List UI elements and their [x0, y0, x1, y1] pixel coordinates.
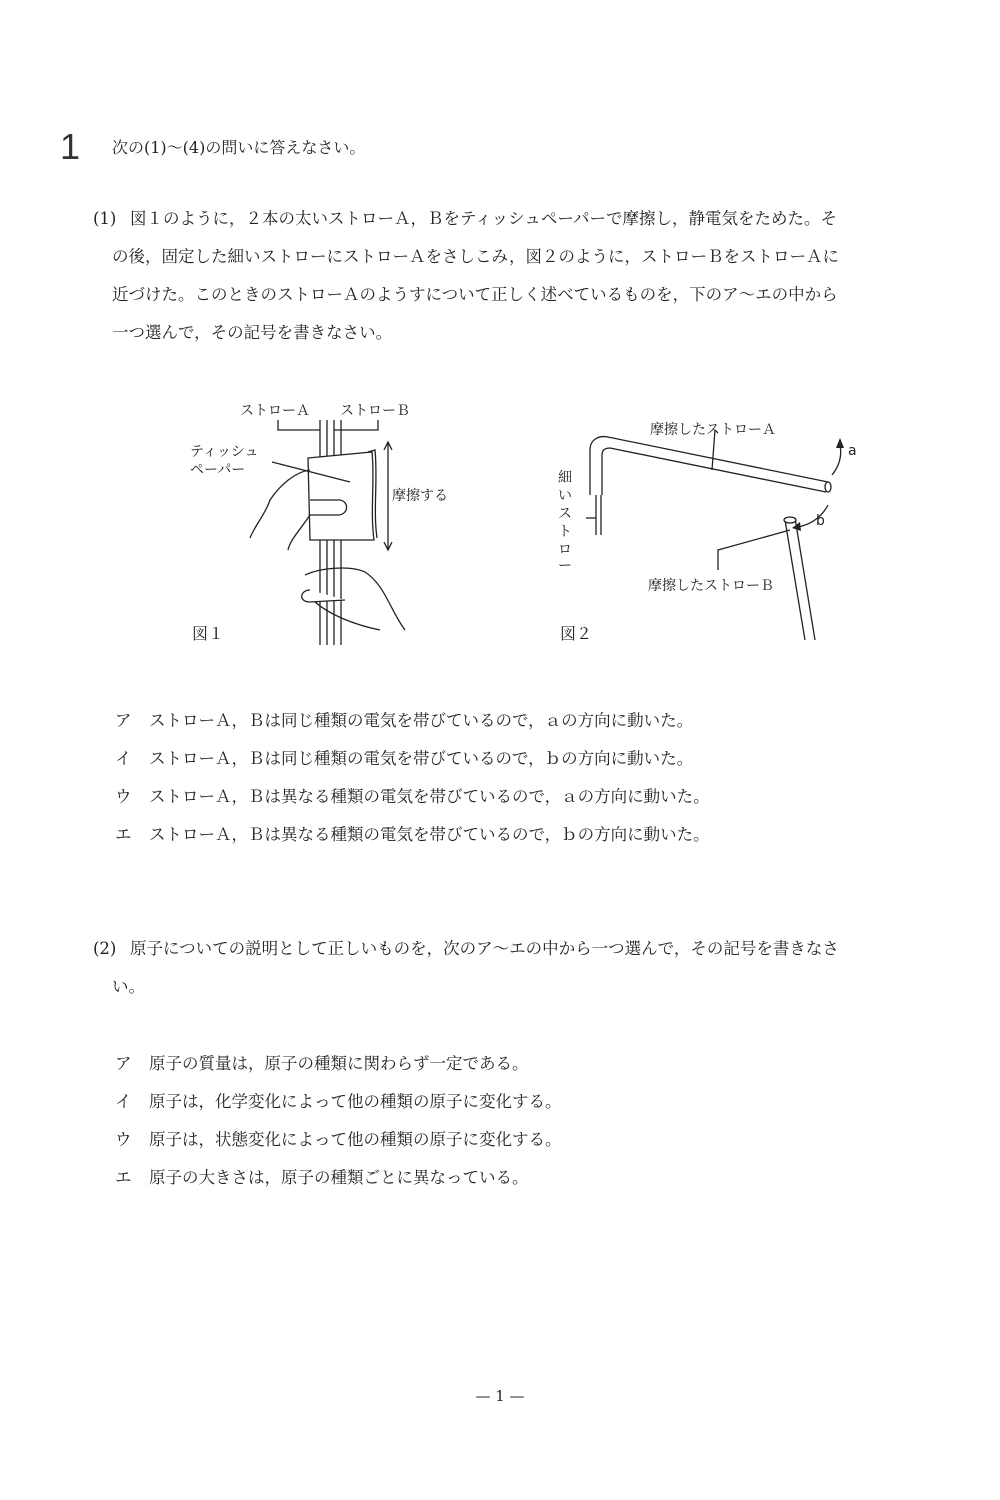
- fig1-caption: 図１: [192, 624, 225, 643]
- q1-line: 近づけた。このときのストローＡのようすについて正しく述べているものを，下のア〜エの中から: [112, 285, 838, 304]
- fig2-thin-straw-4: ト: [558, 524, 572, 540]
- q2-line-text: 原子についての説明として正しいものを，次のア〜エの中から一つ選んで，その記号を書きなさ: [130, 939, 839, 958]
- q1-line-text: 図１のように，２本の太いストローＡ，Ｂをティッシュペーパーで摩擦し，静電気をためた。そ: [130, 209, 838, 228]
- option-mark: イ: [115, 749, 132, 768]
- figure-1: [180, 390, 460, 655]
- q1-line: の後，固定した細いストローにストローＡをさしこみ，図２のように，ストローＢをストローＡに: [112, 247, 839, 266]
- option-text: 原子の大きさは，原子の種類ごとに異なっている。: [149, 1168, 529, 1187]
- q1-option: [115, 821, 710, 845]
- option-text: ストローＡ，Ｂは同じ種類の電気を帯びているので，ｂの方向に動いた。: [149, 749, 694, 768]
- option-mark: ウ: [115, 787, 132, 806]
- option-text: ストローＡ，Ｂは同じ種類の電気を帯びているので，ａの方向に動いた。: [149, 711, 694, 730]
- fig1-label-straw-a: ストローＡ: [240, 403, 310, 419]
- option-mark: イ: [115, 1092, 132, 1111]
- fig2-thin-straw-1: 細: [558, 470, 572, 486]
- option-text: ストローＡ，Ｂは異なる種類の電気を帯びているので，ａの方向に動いた。: [149, 787, 710, 806]
- q2-option: [115, 1126, 562, 1150]
- q2-option: [115, 1164, 529, 1188]
- q2-stem: [93, 930, 923, 1006]
- q2-line: [93, 930, 923, 968]
- fig1-label-straw-b: ストローＢ: [340, 403, 410, 419]
- arrow-a-icon: [836, 438, 844, 448]
- fig2-caption: 図２: [560, 624, 593, 643]
- fig2-thin-straw-2: い: [558, 488, 572, 504]
- q2-label: (2): [93, 939, 117, 958]
- q1-label: (1): [93, 209, 117, 228]
- q1-line: 一つ選んで，その記号を書きなさい。: [112, 323, 393, 342]
- fig2-label-dir-a: a: [848, 443, 857, 459]
- fig2-thin-straw-6: ー: [558, 558, 572, 574]
- q1-stem: [93, 200, 923, 352]
- page-number: — 1 —: [475, 1387, 525, 1405]
- option-text: 原子は，化学変化によって他の種類の原子に変化する。: [149, 1092, 562, 1111]
- option-mark: ウ: [115, 1130, 132, 1149]
- question-number: 1: [60, 126, 81, 167]
- q1-option: [115, 783, 710, 807]
- option-text: 原子は，状態変化によって他の種類の原子に変化する。: [149, 1130, 562, 1149]
- question-intro: 次の(1)〜(4)の問いに答えなさい。: [112, 138, 366, 157]
- option-text: ストローＡ，Ｂは異なる種類の電気を帯びているので，ｂの方向に動いた。: [149, 825, 710, 844]
- q2-line: い。: [112, 977, 145, 996]
- fig1-label-tissue-2: ペーパー: [190, 462, 246, 478]
- q1-option: [115, 745, 693, 769]
- fig2-label-rubbed-b: 摩擦したストローＢ: [648, 578, 774, 594]
- fig1-label-tissue-1: ティッシュ: [190, 444, 259, 460]
- q2-option: [115, 1088, 562, 1112]
- option-mark: エ: [115, 1168, 132, 1187]
- fig2-label-dir-b: b: [816, 513, 825, 529]
- fig2-thin-straw-5: ロ: [558, 542, 572, 558]
- q2-option: [115, 1050, 529, 1074]
- fig2-thin-straw-3: ス: [558, 506, 572, 522]
- option-text: 原子の質量は，原子の種類に関わらず一定である。: [149, 1054, 529, 1073]
- fig1-label-rub: 摩擦する: [392, 488, 448, 504]
- option-mark: ア: [115, 711, 132, 730]
- option-mark: エ: [115, 825, 132, 844]
- q1-line: [93, 200, 923, 238]
- figure-2: [550, 410, 870, 650]
- option-mark: ア: [115, 1054, 132, 1073]
- fig2-label-rubbed-a: 摩擦したストローＡ: [650, 422, 776, 438]
- q1-option: [115, 707, 693, 731]
